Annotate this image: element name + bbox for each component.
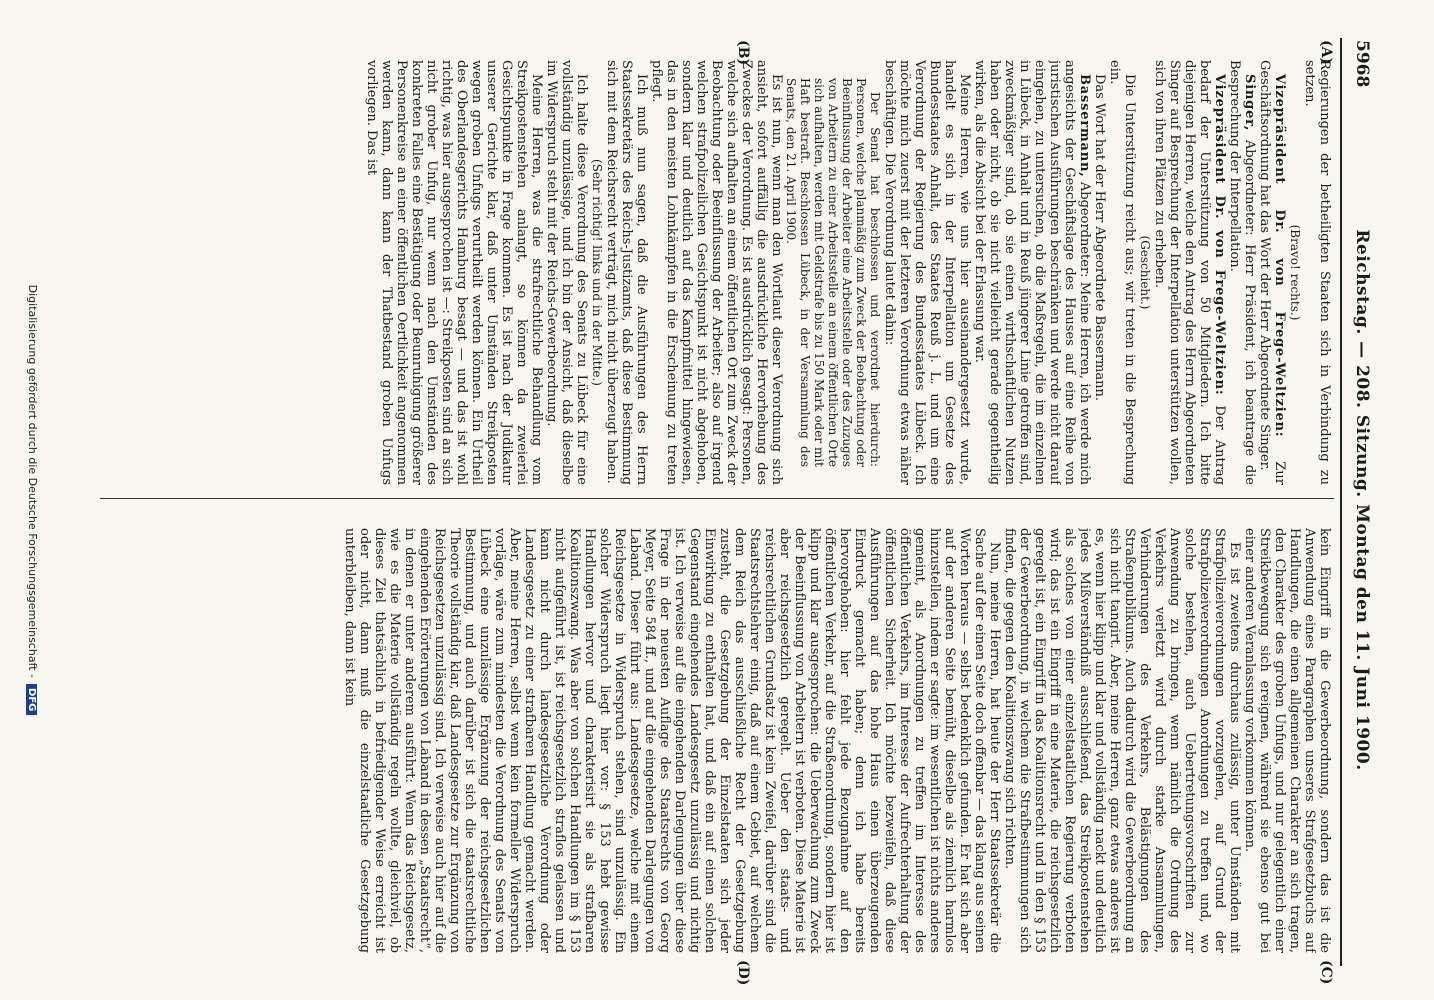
margin-marker-a: (A): [1318, 40, 1334, 65]
page-number: 5968: [1352, 40, 1372, 88]
interjection: (Bravo! rechts.): [1288, 224, 1302, 321]
left-column: [102, 60, 1332, 485]
digitization-credit: [26, 0, 39, 1000]
speech-text: Abgeordneter: Herr Präsident, ich beantrage die Besprechung der Interpellation.: [1227, 60, 1257, 485]
speech-text: Abgeordneter: Meine Herren, ich werde mich angesichts der Geschäftslage des Hauses auf eine Reihe von juristischen Ausführungen beschränken und werde nicht darauf eingehen, zu untersuchen, ob die Maßregeln, die im einzelnen in Lübeck, in Anhalt und in Reuß jüngerer Linie getroffen sind, zweckmäßiger sind, ob sie einen wirthschaftlichen Nutzen haben oder nicht, ob sie nicht vielleicht gerade gegentheilig wirken, als die Absicht bei der Erlassung war.: [972, 60, 1092, 485]
paragraph: Nun, meine Herren, hat heute der Herr Staatssekretär die Sache auf der einen Seite doch offenbar — das klang aus seinen Worten heraus — selbst bedenklich gefunden. Er hat sich aber auf der anderen Seite bemüht, dieselbe als ziemlich harmlos hinzustellen, indem er sagte: im wesentlichen ist nichts anderes gemeint, als Anordnungen zu treffen im Interesse des öffentlichen Verkehrs, im Interesse der Aufrechterhaltung der öffentlichen Sicherheit. Ich möchte bezweifeln, daß diese Ausführungen auf das hohe Haus einen überzeugenden Eindruck gemacht haben; denn ich habe bereits hervorgehoben: hier fehlt jede Bezugnahme auf den öffentlichen Verkehr, auf die Straßenordnung, sondern hier ist klipp und klar ausgesprochen: die Ueberwachung zum Zweck der Beeinflussung von Arbeitern ist verboten. Diese Materie ist aber reichsgesetzlich geregelt. Ueber den staats- und reichsrechtlichen Grundsatz ist kein Zweifel, darüber sind die Staatsrechtslehrer einig, daß auf einem Gebiet, auf welchem dem Reich das ausschließliche Recht der Gesetzgebung zusteht, die Gesetzgebung der Einzelstaaten sich jeder Einwirkung zu enthalten hat, und daß ein auf einen solchen Gegenstand eingehendes Landesgesetz unzulässig und nichtig ist. Ich verweise auf die eingehenden Darlegungen über diese Frage in der neuesten Auflage des Staatsrechts von Georg Meyer, Seite 584 ff., und auf die eingehenden Darlegungen von Laband. Dieser führt aus: Landesgesetze, welche mit einem Reichsgesetze in Widerspruch stehen, sind unzulässig. Ein solcher Widerspruch liegt hier vor: § 153 hebt gewisse Handlungen hervor und charakterisirt sie als strafbaren Koalitionszwang. Was aber von solchen Handlungen im § 153 nicht aufgeführt ist, ist reichsgesetzlich straflos gelassen und kann nicht durch landesgesetzliche Verordnung oder Landesgesetz zu einer strafbaren Handlung gemacht werden. Aber, meine Herren, selbst wenn kein formeller Widerspruch vorläge, wäre zum mindesten die Verordnung des Senats von Lübeck eine unzulässige Ergänzung der reichsgesetzlichen Bestimmung, und auch darüber ist sich die staatsrechtliche Theorie vollständig klar, daß Landesgesetze zur Ergänzung von Reichsgesetzen unzulässig sind. Ich verweise auch hier auf die eingehenden Erörterungen von Laband in dessen „Staatsrecht“, in denen er unter anderem ausführt: Wenn das Reichsgesetz, wie es die Materie vollständig regeln wollte, gleichviel, ob dieses Ziel thatsächlich in befriedigender Weise erreicht ist oder nicht, dann muß die einzelstaatliche Gesetzgebung unterbleiben, dann ist kein: [342, 528, 1002, 953]
speech-text: Zur Geschäftsordnung hat das Wort der Herr Abgeordnete Singer.: [1257, 60, 1287, 485]
column-divider: [100, 498, 1334, 499]
paragraph: [1152, 60, 1227, 485]
paragraph: Das Wort hat der Herr Abgeordnete Bassermann.: [1092, 74, 1107, 401]
margin-marker-c: (C): [1318, 960, 1334, 985]
paragraph: Die Unterstützung reicht aus; wir treten in die Besprechung ein.: [1107, 60, 1137, 485]
right-column: [102, 528, 1332, 953]
speaker-name: Bassermann,: [1077, 74, 1092, 178]
margin-marker-b: (B): [735, 40, 751, 66]
dfg-logo: DFG: [26, 684, 37, 715]
speaker-name: Singer,: [1242, 74, 1257, 132]
speech-text: Der Antrag bedarf der Unterstützung von 50 Mitgliedern. Ich bitte diejenigen Herren, welche den Antrag des Herrn Abgeordneten Singer auf Besprechung der Interpellation unterstützen wollen, sich von ihren Plätzen zu erheben.: [1152, 60, 1227, 485]
paragraph: Meine Herren, wie uns hier auseinandergesetzt wurde, handelt es sich in der Interpellation um Gesetze des Bundesstaates Anhalt, des Staates Reuß j. L. und um eine Verordnung der Regierung des Bundesstaates Lübeck. Ich möchte mich zuerst mit der letzteren Verordnung etwas näher beschäftigen. Die Verordnung lautet dahin:: [882, 60, 972, 485]
paragraph: Ich halte diese Verordnung des Senats zu Lübeck für eine vollständig unzulässige, und ich bin der Ansicht, daß dieselbe im Widerspruch steht mit der Reichs-Gewerbeordnung.: [544, 60, 589, 485]
interjection: (Geschieht.): [1138, 235, 1152, 310]
header-rule: [1340, 38, 1342, 966]
paragraph: Ich muß nun sagen, daß die Ausführungen des Herrn Staatssekretärs des Reichs-Justizamts, daß diese Bestimmung sich mit dem Reichsrecht verträgt, mich nicht überzeugt haben.: [604, 60, 649, 485]
paragraph: Es ist nun, wenn man den Wortlaut dieser Verordnung sich ansieht, sofort auffällig die ausdrückliche Hervorhebung des Zweckes der Verordnung. Es ist ausdrücklich gesagt: Personen, welche sich aufhalten an einem öffentlichen Ort zum Zweck der Beobachtung oder Beeinflussung der Arbeiter; also auf irgend welchen strafpolizeilichen Gesichtspunkt ist nicht abgehoben, sondern klar und deutlich auf das Kampfmittel hingewiesen, das in den meisten Lohnkämpfen in die Erscheinung zu treten pflegt.: [649, 60, 784, 485]
quoted-ordinance: Der Senat hat beschlossen und verordnet hierdurch: Personen, welche planmäßig zum Zweck der Beobachtung oder Beeinflussung der Arbeiter eine Arbeitsstelle oder des Zuzuges von Arbeitern zu einer Arbeitsstelle an einem öffentlichen Orte sich aufhalten, werden mit Geldstrafe bis zu 150 Mark oder mit Haft bestraft. Beschlossen Lübeck, in der Versammlung des Senats, den 21. April 1900.: [784, 78, 882, 467]
paragraph: kein Eingriff in die Gewerbeordnung, sondern das ist die Anwendung eines Paragraphen unseres Strafgesetzbuchs auf Handlungen, die einen allgemeinen Charakter an sich tragen, den Charakter des groben Unfugs, und nur gelegentlich einer Streikbewegung sich ereignen, während sie ebenso gut bei einer anderen Veranlassung vorkommen können.: [1242, 528, 1332, 953]
credit-text: Digitalisierung gefördert durch die Deutsche Forschungsgemeinschaft -: [26, 284, 39, 679]
running-title: Reichstag. — 208. Sitzung. Montag den 11. Juni 1900.: [1352, 229, 1372, 771]
paragraph: [972, 60, 1092, 485]
interjection: (Sehr richtig! links und in der Mitte.): [590, 159, 604, 386]
paragraph: [1227, 60, 1257, 485]
paragraph: Es ist zweitens durchaus zulässig, unter Umständen mit Strafpolizeiverordnungen vorzugehen, auf Grund der Strafpolizeiverordnungen Anordnungen zu treffen und, wo solche bestehen, auch Uebertretungsvorschriften zur Anwendung zu bringen, wenn nämlich die Ordnung des Verkehrs verletzt wird durch starke Ansammlungen, Verhinderungen des Verkehrs, Belästigungen des Straßenpublikums. Auch dadurch wird die Gewerbeordnung an sich nicht tangirt. Aber, meine Herren, ganz etwas anderes ist es, wenn hier klipp und klar und vollständig nackt und deutlich jedes Mißverständniß ausschließend, das Streikpostenstehen als solches von einer einzelstaatlichen Regierung verboten wird; das ist ein Eingriff in eine Materie, die reichsgesetzlich geregelt ist, ein Eingriff in das Koalitionsrecht und in den § 153 der Gewerbeordnung, in welchem die Strafbestimmungen sich finden, die gegen den Koalitionszwang sich richten.: [1002, 528, 1242, 953]
paragraph: Regierungen der betheiligten Staaten sich in Verbindung zu setzen.: [1302, 60, 1332, 485]
speaker-name: Vizepräsident Dr. von Frege-Weltzien:: [1212, 74, 1227, 396]
paragraph: [1257, 60, 1287, 485]
paragraph: Meine Herren, was die strafrechtliche Behandlung vom Streikpostenstehen anlangt, so können da zweierlei Gesichtspunkte in Frage kommen. Es ist nach der Judikatur unserer Gerichte klar, daß unter Umständen Streikposten wegen groben Unfugs verurtheilt werden können. Ein Urtheil des Oberlandesgerichts Hamburg besagt — und das ist wohl richtig, was hier ausgesprochen ist —: Streikposten sind an sich nicht grober Unfug, nur wenn nach den Umständen des konkreten Falles eine Bestätigung oder Beunruhigung größerer Personenkreise an einer öffentlichen Oertlichkeit angenommen werden kann, dann kann der Thatbestand groben Unfugs vorliegen. Das ist: [364, 60, 544, 485]
speaker-name: Vizepräsident Dr. von Frege-Weltzien:: [1272, 74, 1287, 438]
margin-marker-d: (D): [735, 960, 751, 986]
